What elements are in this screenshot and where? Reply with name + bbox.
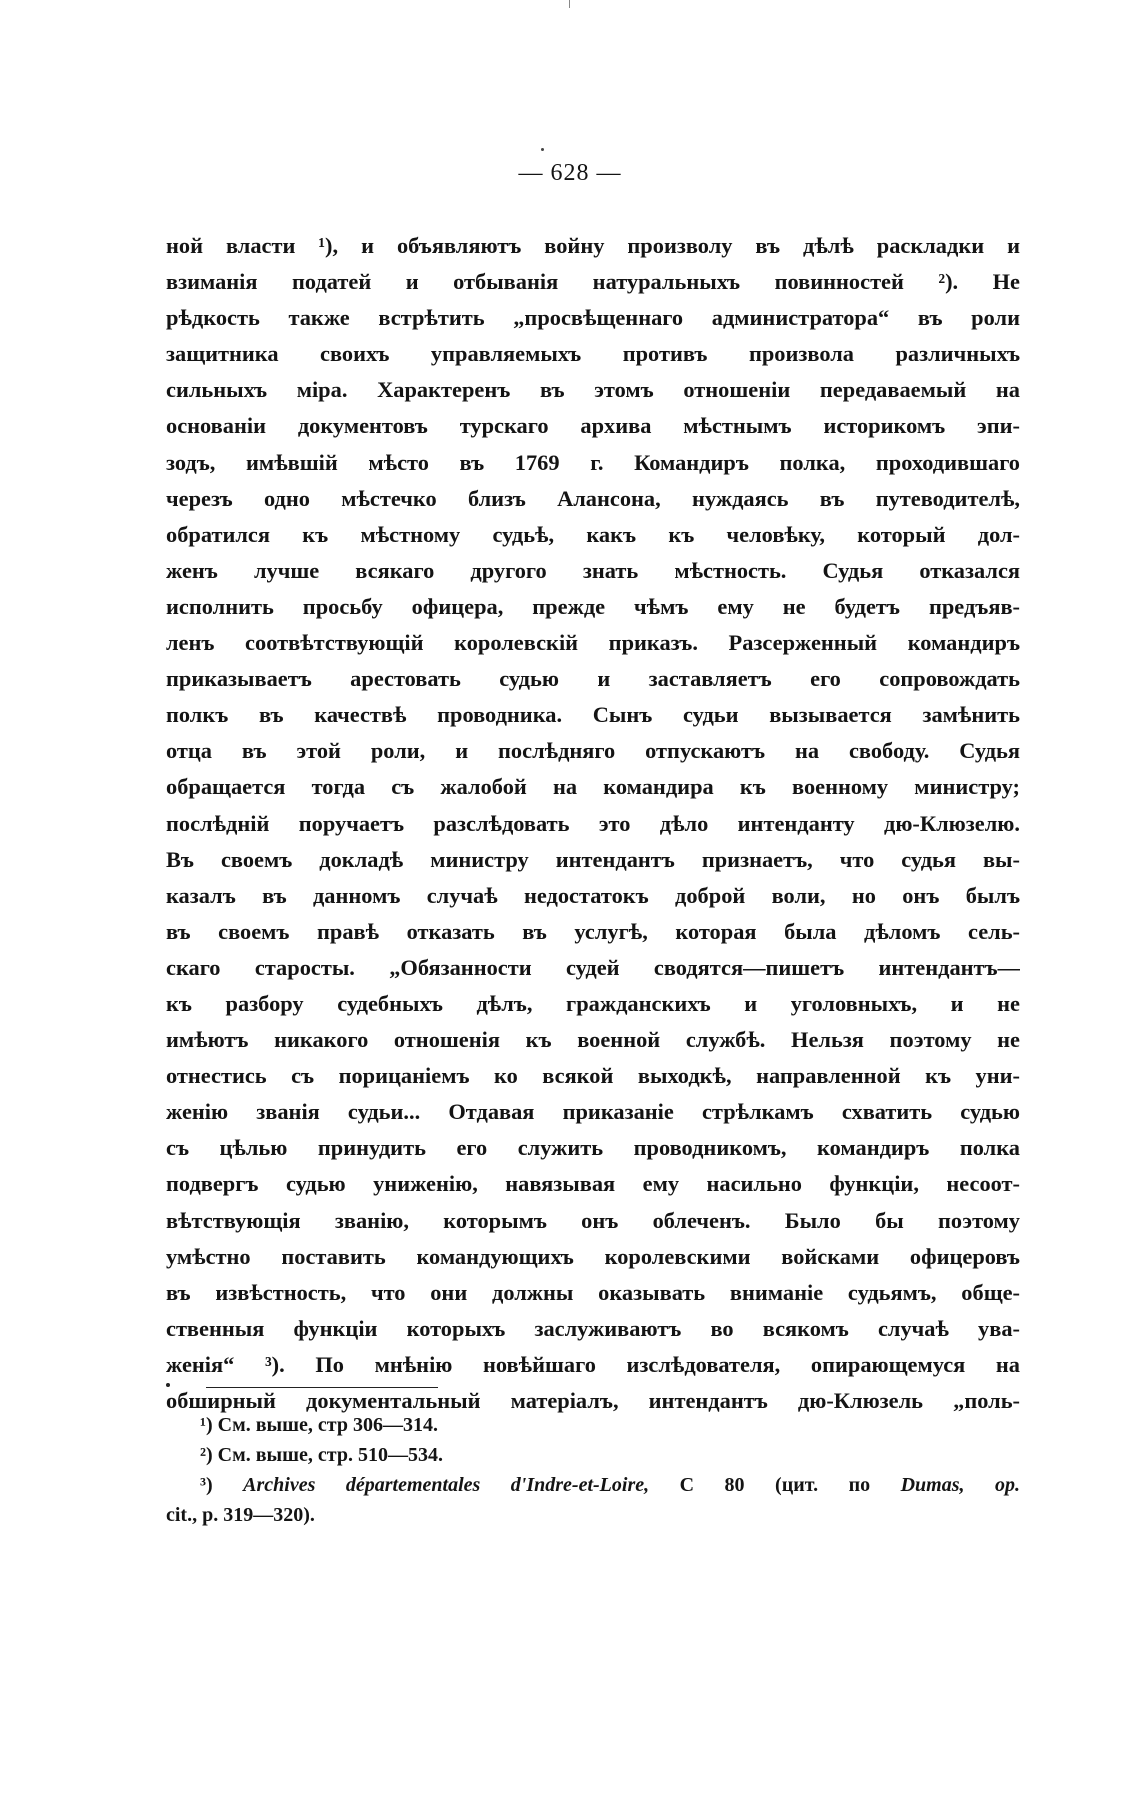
footnote-rule [206, 1387, 438, 1388]
text-line: зодъ, имѣвшій мѣсто въ 1769 г. Командиръ полка, проходившаго [166, 449, 1020, 475]
text-line: сильныхъ міра. Характеренъ въ этомъ отношеніи передаваемый на [166, 377, 1020, 403]
text-line: ленъ соотвѣтствующій королевскій приказъ. Разсерженный командиръ [166, 630, 1020, 656]
text-line: обратился къ мѣстному судьѣ, какъ къ человѣку, который дол- [166, 521, 1020, 547]
body-text [166, 228, 1020, 1419]
text-line: исполнить просьбу офицера, прежде чѣмъ ему не будетъ предъяв- [166, 593, 1020, 619]
footnote-3-marker: ³) [200, 1474, 213, 1496]
scan-speck [541, 148, 544, 151]
text-line: обращается тогда съ жалобой на командира къ военному министру; [166, 774, 1020, 800]
text-line: ственныя функціи которыхъ заслуживаютъ во всякомъ случаѣ ува- [166, 1315, 1020, 1341]
footnote-3-rest: С 80 (цит. по [679, 1474, 871, 1496]
footnote-3-line-1 [166, 1470, 1020, 1500]
footnote-1: ¹) См. выше, стр 306—314. [200, 1414, 438, 1436]
text-line: полкъ въ качествѣ проводника. Сынъ судьи вызывается замѣнить [166, 702, 1020, 728]
text-line: взиманія податей и отбыванія натуральныхъ повинностей ²). Не [166, 269, 1020, 295]
text-line: послѣдній поручаетъ разслѣдовать это дѣло интенданту дю-Клюзелю. [166, 810, 1020, 836]
text-line: обширный документальный матеріалъ, интендантъ дю-Клюзель „поль- [166, 1388, 1020, 1413]
text-line: защитника своихъ управляемыхъ противъ произвола различныхъ [166, 341, 1020, 367]
text-line: женія“ ³). По мнѣнію новѣйшаго изслѣдователя, опирающемуся на [166, 1351, 1020, 1377]
text-line: отца въ этой роли, и послѣдняго отпускаютъ на свободу. Судья [166, 738, 1020, 764]
text-line: въ своемъ правѣ отказать въ услугѣ, которая была дѣломъ сель- [166, 918, 1020, 944]
text-line: имѣютъ никакого отношенія къ военной службѣ. Нельзя поэтому не [166, 1027, 1020, 1053]
text-line: умѣстно поставить командующихъ королевскими войсками офицеровъ [166, 1243, 1020, 1269]
footnote-2: ²) См. выше, стр. 510—534. [200, 1444, 443, 1466]
text-line: подвергъ судью униженію, навязывая ему насильно функціи, несоот- [166, 1171, 1020, 1197]
text-line: женію званія судьи... Отдавая приказаніе стрѣлкамъ схватить судью [166, 1099, 1020, 1125]
text-line: вѣтствующія званію, которымъ онъ облеченъ. Было бы поэтому [166, 1207, 1020, 1233]
text-line: приказываетъ арестовать судью и заставляетъ его сопровождать [166, 666, 1020, 692]
text-line: женъ лучше всякаго другого знать мѣстность. Судья отказался [166, 557, 1020, 583]
text-line: основаніи документовъ турскаго архива мѣстнымъ историкомъ эпи- [166, 413, 1020, 439]
text-line: казалъ въ данномъ случаѣ недостатокъ доброй воли, но онъ былъ [166, 882, 1020, 908]
text-line: Въ своемъ докладѣ министру интендантъ признаетъ, что судья вы- [166, 846, 1020, 872]
text-line: въ извѣстность, что они должны оказывать вниманіе судьямъ, обще- [166, 1279, 1020, 1305]
footnote-3-source: Archives départementales d'Indre-et-Loire, [243, 1474, 650, 1496]
text-line: ной власти ¹), и объявляютъ войну произволу въ дѣлѣ раскладки и [166, 233, 1020, 258]
text-line: скаго старосты. „Обязанности судей сводятся—пишетъ интендантъ— [166, 954, 1020, 980]
footnote-3-op: op. [995, 1474, 1021, 1496]
text-line: рѣдкость также встрѣтить „просвѣщеннаго администратора“ въ роли [166, 305, 1020, 331]
text-line: къ разбору судебныхъ дѣлъ, гражданскихъ и уголовныхъ, и не [166, 990, 1020, 1016]
scan-mark [569, 0, 570, 8]
page-number: — 628 — [518, 160, 622, 186]
text-line: черезъ одно мѣстечко близъ Алансона, нуждаясь въ путеводителѣ, [166, 485, 1020, 511]
footnote-3-line-2: cit., p. 319—320). [166, 1504, 315, 1526]
footnote-3-author: Dumas, [900, 1474, 965, 1496]
text-line: съ цѣлью принудить его служить проводникомъ, командиръ полка [166, 1135, 1020, 1161]
footnotes [166, 1410, 1020, 1530]
text-line: отнестись съ порицаніемъ ко всякой выходкѣ, направленной къ уни- [166, 1063, 1020, 1089]
footnote-rule-dot [166, 1383, 170, 1387]
